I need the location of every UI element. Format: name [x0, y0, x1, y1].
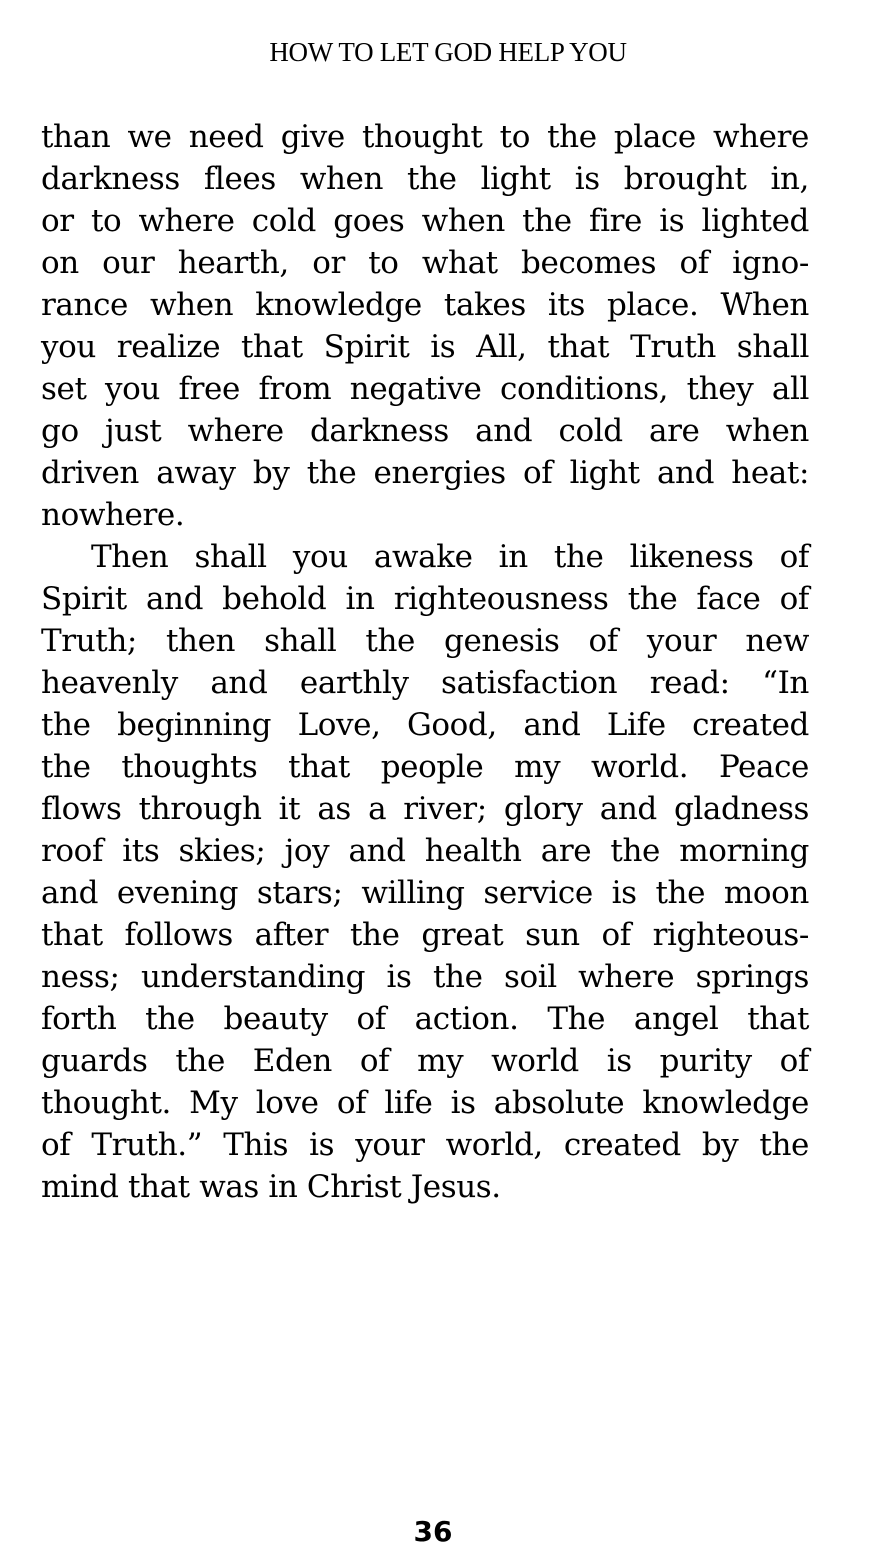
text-line: the beginning Love, Good, and Life created: [41, 707, 809, 743]
text-line: ness; understanding is the soil where springs: [41, 959, 809, 995]
text-line: on our hearth, or to what becomes of igno-: [41, 245, 809, 281]
text-line: set you free from negative conditions, they all: [41, 371, 809, 407]
text-line: Truth; then shall the genesis of your new: [41, 623, 809, 659]
text-line: the thoughts that people my world. Peace: [41, 749, 809, 785]
text-line: Spirit and behold in righteousness the face of: [41, 581, 809, 617]
text-line: and evening stars; willing service is the moon: [41, 875, 809, 911]
text-line: driven away by the energies of light and heat:: [41, 455, 809, 491]
text-line: heavenly and earthly satisfaction read: “In: [41, 665, 809, 701]
text-line: mind that was in Christ Jesus.: [41, 1169, 501, 1205]
text-line: flows through it as a river; glory and gladness: [41, 791, 809, 827]
text-line: Then shall you awake in the likeness of: [91, 539, 809, 575]
text-line: roof its skies; joy and health are the morning: [41, 833, 809, 869]
text-line: you realize that Spirit is All, that Truth shall: [41, 329, 809, 365]
text-line: go just where darkness and cold are when: [41, 413, 809, 449]
text-line: guards the Eden of my world is purity of: [41, 1043, 809, 1079]
text-line: or to where cold goes when the fire is lighted: [41, 203, 809, 239]
body-text: [41, 116, 809, 1208]
text-line: than we need give thought to the place where: [41, 119, 809, 155]
text-line: of Truth.” This is your world, created by the: [41, 1127, 809, 1163]
text-line: that follows after the great sun of righteous-: [41, 917, 809, 953]
text-line: darkness flees when the light is brought in,: [41, 161, 809, 197]
text-line: rance when knowledge takes its place. When: [41, 287, 809, 323]
page-number: 36: [413, 1515, 453, 1548]
text-line: thought. My love of life is absolute knowledge: [41, 1085, 809, 1121]
paragraph-1: [41, 116, 809, 536]
text-line: forth the beauty of action. The angel that: [41, 1001, 809, 1037]
text-line: nowhere.: [41, 497, 185, 533]
paragraph-2: [41, 536, 809, 1208]
running-title: HOW TO LET GOD HELP YOU: [269, 37, 627, 67]
